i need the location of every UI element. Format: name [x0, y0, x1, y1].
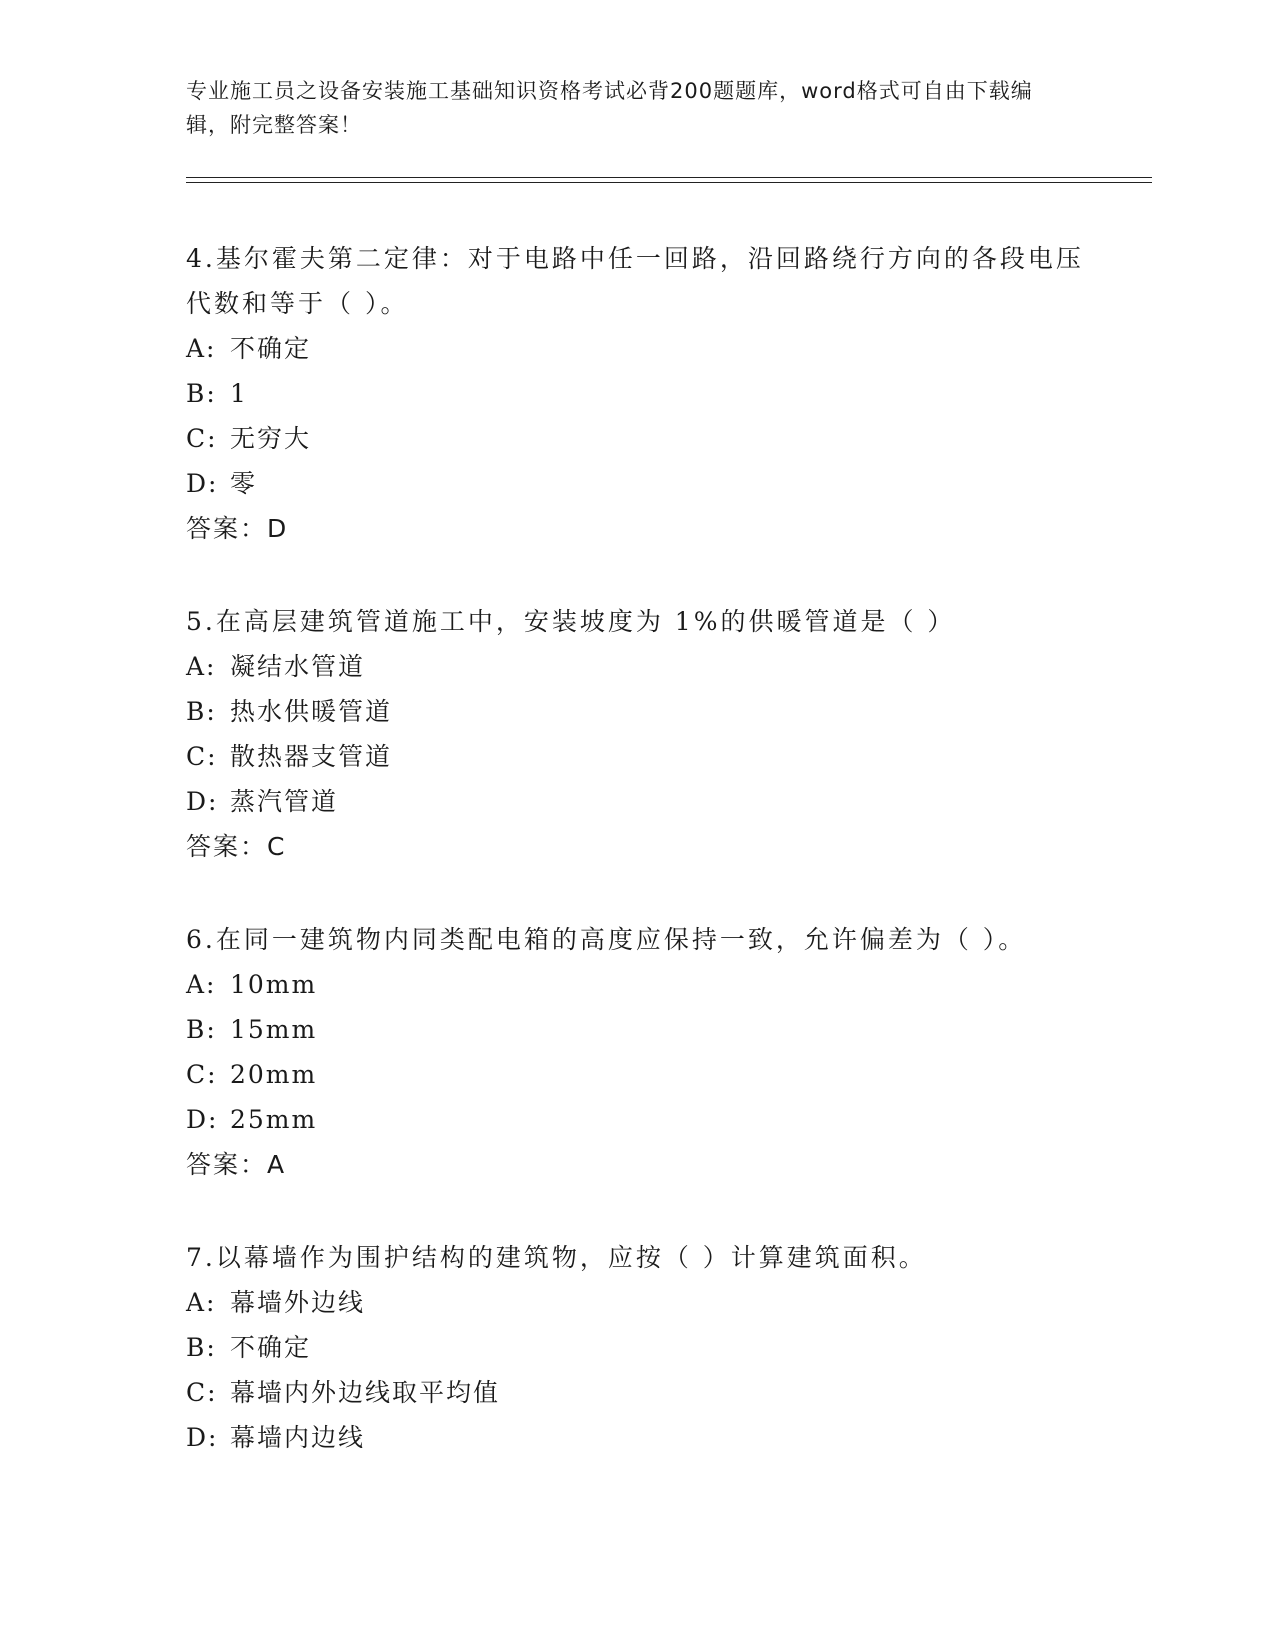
question-stem: 6.在同一建筑物内同类配电箱的高度应保持一致，允许偏差为（ ）。 [186, 925, 1027, 954]
option-text: 热水供暖管道 [230, 697, 393, 726]
option-text: 零 [230, 469, 258, 498]
option-b [186, 1007, 1086, 1052]
question-item [186, 1235, 1086, 1460]
option-key: B: [186, 1333, 217, 1362]
option-d [186, 461, 1086, 506]
option-d [186, 1415, 1086, 1460]
option-text: 15mm [230, 1015, 318, 1044]
option-key: D: [186, 469, 219, 498]
option-a [186, 644, 1086, 689]
option-c [186, 1052, 1086, 1097]
option-text: 蒸汽管道 [230, 787, 339, 816]
option-key: A: [186, 652, 217, 681]
option-text: 20mm [230, 1060, 318, 1089]
option-d [186, 1097, 1086, 1142]
question-stem: 5.在高层建筑管道施工中，安装坡度为 1%的供暖管道是（ ） [186, 607, 956, 636]
option-c [186, 734, 1086, 779]
option-text: 无穷大 [230, 424, 312, 453]
option-a [186, 962, 1086, 1007]
option-key: D: [186, 1105, 219, 1134]
question-item [186, 599, 1086, 870]
option-key: B: [186, 697, 217, 726]
header-divider-top [186, 177, 1152, 178]
option-key: C: [186, 1378, 218, 1407]
option-text: 10mm [230, 970, 318, 999]
option-a [186, 326, 1086, 371]
option-c [186, 1370, 1086, 1415]
option-key: A: [186, 334, 217, 363]
option-key: B: [186, 1015, 217, 1044]
option-b [186, 371, 1086, 416]
option-text: 散热器支管道 [230, 742, 393, 771]
answer-line: 答案：D [186, 514, 289, 543]
option-text: 幕墙内边线 [230, 1423, 366, 1452]
option-text: 不确定 [230, 1333, 312, 1362]
answer-line: 答案：A [186, 1150, 287, 1179]
option-a [186, 1280, 1086, 1325]
option-key: A: [186, 970, 217, 999]
question-stem: 4.基尔霍夫第二定律：对于电路中任一回路，沿回路绕行方向的各段电压代数和等于（ ）。 [186, 244, 1084, 318]
question-item [186, 917, 1086, 1188]
option-b [186, 689, 1086, 734]
option-text: 幕墙外边线 [230, 1288, 366, 1317]
header-divider-bottom [186, 182, 1152, 183]
option-key: C: [186, 424, 218, 453]
option-b [186, 1325, 1086, 1370]
option-key: B: [186, 379, 217, 408]
option-text: 凝结水管道 [230, 652, 366, 681]
option-text: 1 [230, 379, 248, 408]
question-stem: 7.以幕墙作为围护结构的建筑物，应按（ ）计算建筑面积。 [186, 1243, 927, 1272]
question-list [186, 236, 1086, 1507]
option-key: A: [186, 1288, 217, 1317]
option-d [186, 779, 1086, 824]
option-key: D: [186, 1423, 219, 1452]
document-header: 专业施工员之设备安装施工基础知识资格考试必背200题题库，word格式可自由下载编辑，附完整答案！ [186, 79, 1033, 137]
option-key: C: [186, 1060, 218, 1089]
option-text: 25mm [230, 1105, 318, 1134]
option-text: 幕墙内外边线取平均值 [230, 1378, 501, 1407]
question-item [186, 236, 1086, 552]
option-key: C: [186, 742, 218, 771]
option-c [186, 416, 1086, 461]
answer-line: 答案：C [186, 832, 287, 861]
option-text: 不确定 [230, 334, 312, 363]
option-key: D: [186, 787, 219, 816]
